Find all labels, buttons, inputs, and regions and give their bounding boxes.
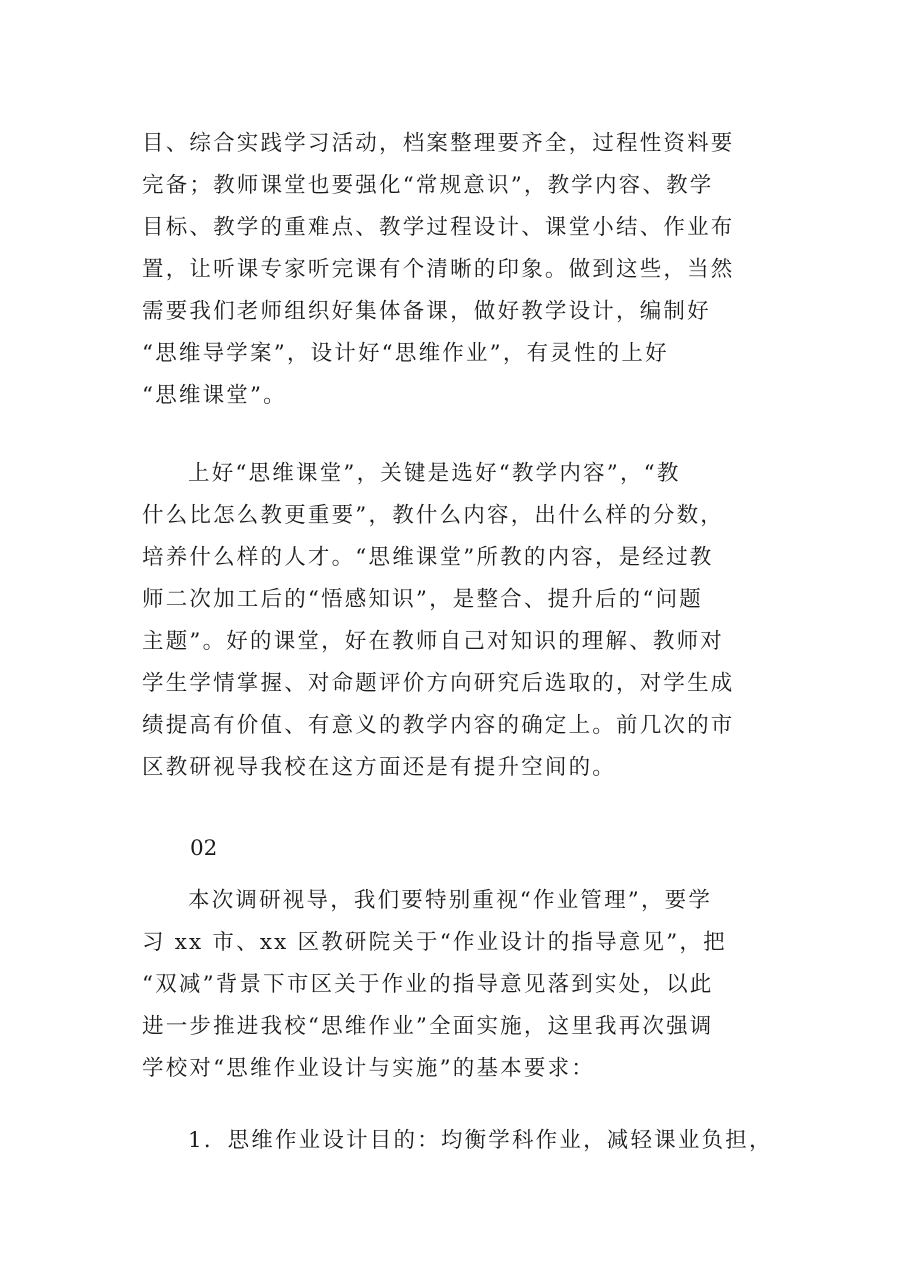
paragraph-line: 师二次加工后的“悟感知识”，是整合、提升后的“问题 [142,587,703,612]
paragraph-line: 置，让听课专家听完课有个清晰的印象。做到这些，当然 [142,257,735,282]
paragraph-line: “双减”背景下市区关于作业的指导意见落到实处，以此 [142,972,714,997]
list-item: 1．思维作业设计目的：均衡学科作业，减轻课业负担， [188,1128,773,1153]
paragraph-line: 学校对“思维作业设计与实施”的基本要求： [142,1056,595,1081]
paragraph-line: 区教研视导我校在这方面还是有提升空间的。 [142,755,617,780]
paragraph-line: 进一步推进我校“思维作业”全面实施，这里我再次强调 [142,1014,714,1039]
paragraph-line: 主题”。好的课堂，好在教师自己对知识的理解、教师对 [142,629,724,654]
paragraph-line: 完备；教师课堂也要强化“常规意识”，教学内容、教学 [142,173,714,198]
paragraph-line: 绩提高有价值、有意义的教学内容的确定上。前几次的市 [142,713,735,738]
paragraph-line: “思维课堂”。 [142,383,287,408]
paragraph-line: 培养什么样的人才。“思维课堂”所教的内容，是经过教 [142,545,714,570]
paragraph-line: 上好“思维课堂”，关键是选好“教学内容”，“教 [188,461,681,486]
paragraph-line: 需要我们老师组织好集体备课，做好教学设计，编制好 [142,299,711,324]
paragraph-line: 本次调研视导，我们要特别重视“作业管理”，要学 [188,888,713,913]
section-number: 02 [190,836,218,861]
paragraph-line: 学生学情掌握、对命题评价方向研究后选取的，对学生成 [142,671,735,696]
paragraph-line: 目标、教学的重难点、教学过程设计、课堂小结、作业布 [142,215,735,240]
paragraph-line: 习 xx 市、xx 区教研院关于“作业设计的指导意见”，把 [142,930,727,955]
paragraph-line: “思维导学案”，设计好“思维作业”，有灵性的上好 [142,341,669,366]
paragraph-line: 目、综合实践学习活动，档案整理要齐全，过程性资料要 [142,131,735,156]
paragraph-line: 什么比怎么教更重要”，教什么内容，出什么样的分数， [142,503,724,528]
